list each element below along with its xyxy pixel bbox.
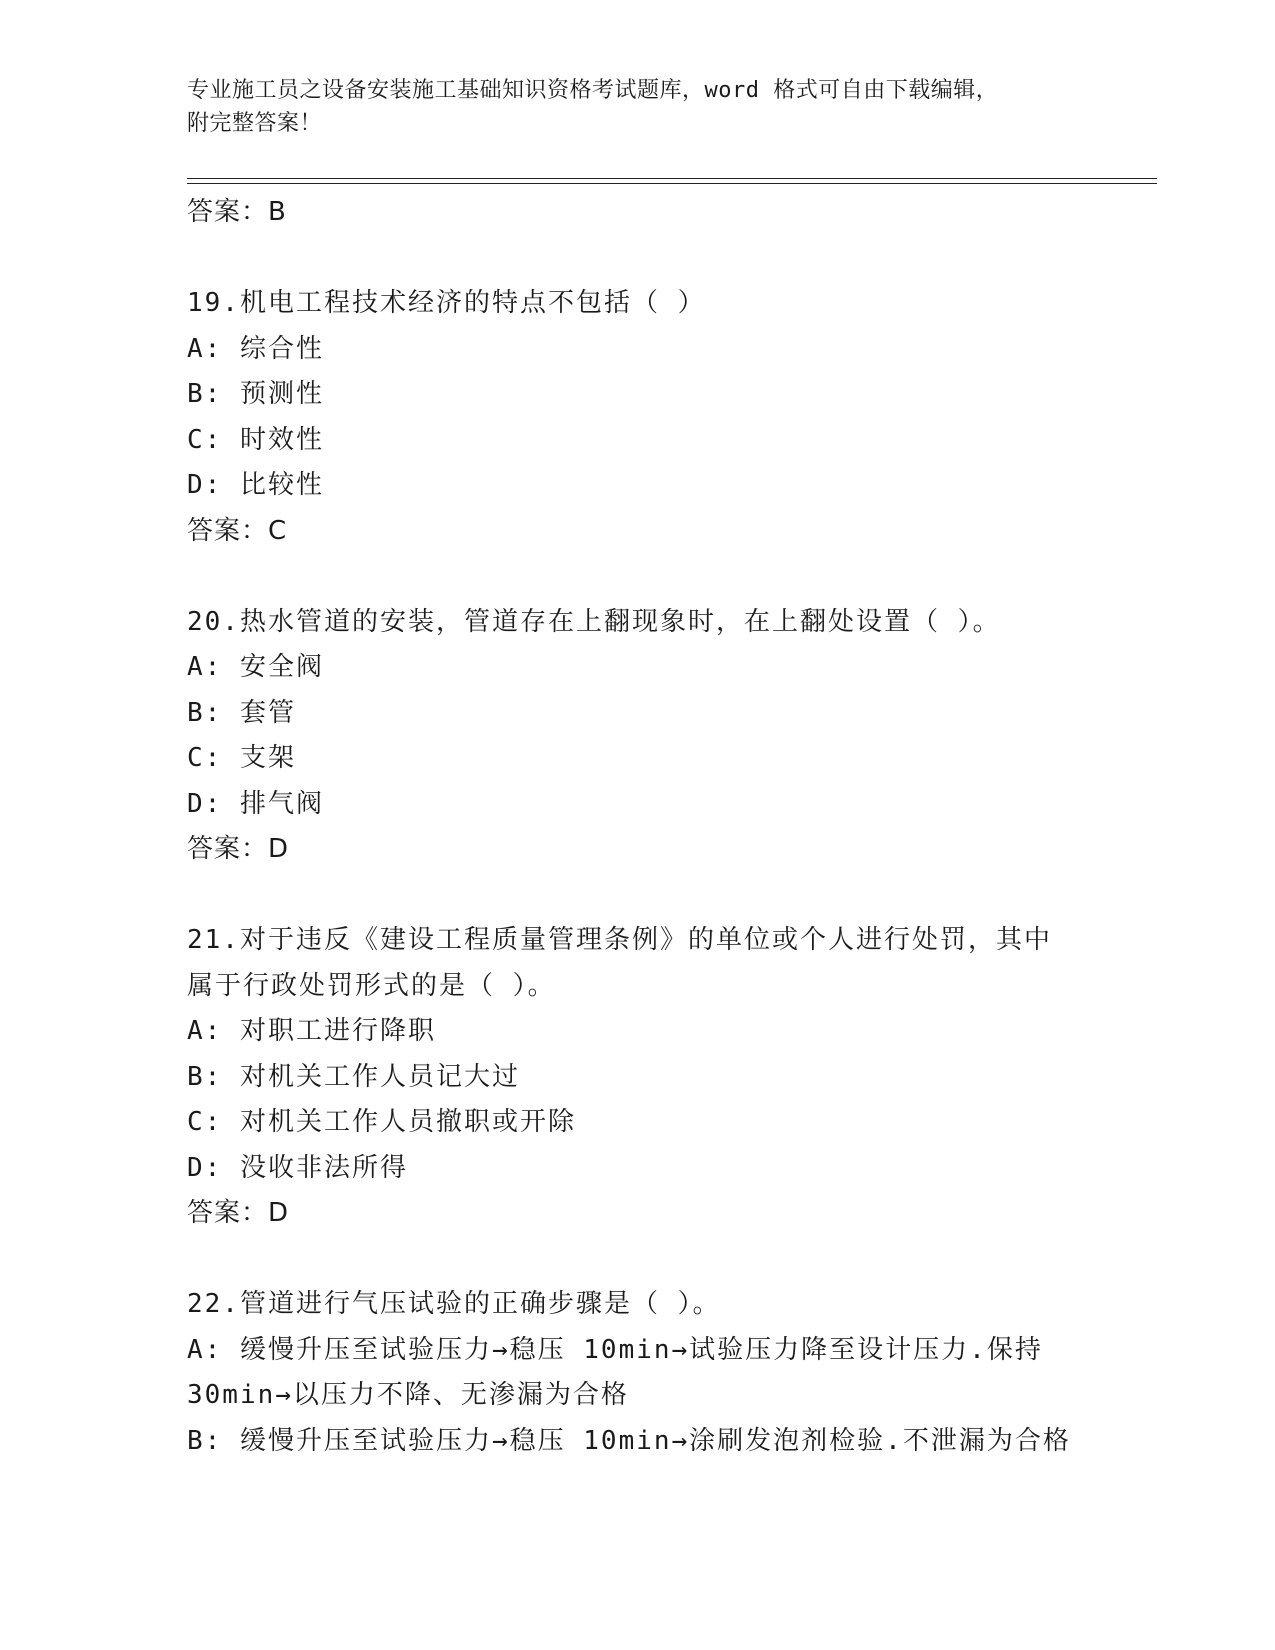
question-list [187, 190, 1157, 1464]
question-22 [187, 1282, 1157, 1464]
option-b: B: 缓慢升压至试验压力→稳压 10min→涂刷发泡剂检验.不泄漏为合格 [187, 1425, 1071, 1456]
spacer [187, 1237, 1157, 1283]
option-d: D: 没收非法所得 [187, 1152, 408, 1183]
option-b: B: 套管 [187, 697, 296, 728]
question-stem-line-1: 21.对于违反《建设工程质量管理条例》的单位或个人进行处罚，其中 [187, 925, 1052, 955]
question-20 [187, 600, 1157, 873]
header-line-2: 附完整答案！ [187, 111, 323, 136]
option-d: D: 排气阀 [187, 788, 324, 819]
answer: 答案：D [187, 1198, 290, 1228]
question-stem: 19.机电工程技术经济的特点不包括（ ） [187, 288, 706, 318]
question-stem: 22.管道进行气压试验的正确步骤是（ ）。 [187, 1289, 721, 1319]
spacer [187, 554, 1157, 600]
header-line-1: 专业施工员之设备安装施工基础知识资格考试题库，word 格式可自由下载编辑， [187, 78, 999, 103]
option-a-line-2: 30min→以压力不降、无渗漏为合格 [187, 1380, 629, 1410]
document-header [187, 74, 1087, 140]
answer: 答案：C [187, 515, 288, 546]
previous-answer: 答案：B [187, 197, 287, 227]
option-a-line-1: A: 缓慢升压至试验压力→稳压 10min→试验压力降至设计压力.保持 [187, 1334, 1043, 1365]
header-divider-bottom [187, 183, 1157, 184]
option-b: B: 预测性 [187, 379, 324, 409]
question-stem: 20.热水管道的安装，管道存在上翻现象时，在上翻处设置（ ）。 [187, 606, 1001, 637]
spacer [187, 873, 1157, 919]
option-c: C: 支架 [187, 743, 296, 773]
question-stem-line-2: 属于行政处罚形式的是（ ）。 [187, 970, 556, 1001]
option-c: C: 时效性 [187, 424, 324, 455]
option-d: D: 比较性 [187, 470, 324, 500]
option-c: C: 对机关工作人员撤职或开除 [187, 1107, 576, 1137]
option-a: A: 对职工进行降职 [187, 1016, 436, 1046]
answer: 答案：D [187, 834, 290, 864]
option-b: B: 对机关工作人员记大过 [187, 1061, 520, 1092]
spacer [187, 236, 1157, 282]
option-a: A: 安全阀 [187, 652, 324, 682]
option-a: A: 综合性 [187, 333, 324, 364]
header-divider-top [187, 178, 1157, 179]
question-21 [187, 918, 1157, 1237]
question-19 [187, 281, 1157, 554]
